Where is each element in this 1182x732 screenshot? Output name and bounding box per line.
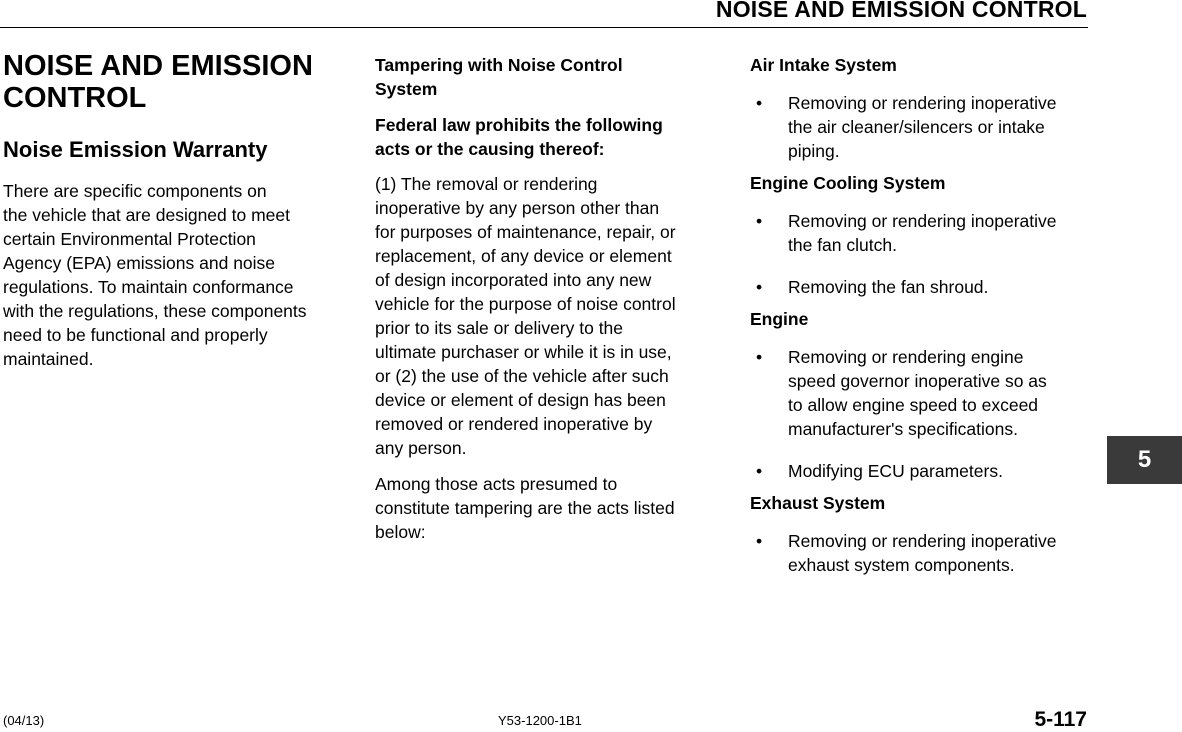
heading-air-intake-system: Air Intake System: [750, 55, 897, 75]
text-line: maintained.: [3, 349, 94, 369]
main-title-line-1: NOISE AND EMISSION: [3, 50, 313, 82]
bullet-icon: •: [756, 347, 763, 367]
text-line: or (2) the use of the vehicle after such: [375, 366, 669, 386]
page-header-title: NOISE AND EMISSION CONTROL: [715, 0, 1087, 22]
text-line: need to be functional and properly: [3, 325, 268, 345]
text-line: the vehicle that are designed to meet: [3, 205, 290, 225]
text-line: Tampering with Noise Control: [375, 55, 623, 75]
text-line: Removing or rendering inoperative: [788, 211, 1057, 231]
text-line: certain Environmental Protection: [3, 229, 256, 249]
list-item: [750, 209, 1095, 257]
text-line: Removing or rendering inoperative: [788, 93, 1057, 113]
main-title-line-2: CONTROL: [3, 82, 147, 114]
heading-engine: Engine: [750, 309, 809, 329]
section-title-noise-warranty: Noise Emission Warranty: [3, 137, 268, 162]
text-line: regulations. To maintain conformance: [3, 277, 294, 297]
bullet-icon: •: [756, 277, 763, 297]
bullet-icon: •: [756, 211, 763, 231]
text-line: (1) The removal or rendering: [375, 174, 598, 194]
column-3: [750, 50, 1095, 577]
text-line: for purposes of maintenance, repair, or: [375, 222, 676, 242]
column-2: [375, 50, 715, 544]
column-1: [3, 50, 343, 371]
text-line: removed or rendered inoperative by: [375, 414, 653, 434]
presumed-tampering-paragraph: [375, 472, 715, 544]
text-line: Agency (EPA) emissions and noise: [3, 253, 276, 273]
tampering-heading: [375, 53, 715, 101]
warranty-paragraph: [3, 179, 343, 371]
text-line: manufacturer's specifications.: [788, 419, 1018, 439]
list-item: [750, 91, 1095, 163]
prohibited-acts-paragraph: [375, 172, 715, 460]
text-line: device or element of design has been: [375, 390, 666, 410]
text-line: ultimate purchaser or while it is in use,: [375, 342, 672, 362]
text-line: prior to its sale or delivery to the: [375, 318, 624, 338]
text-line: with the regulations, these components: [3, 301, 307, 321]
list-item: [750, 345, 1095, 441]
text-line: the air cleaner/silencers or intake: [788, 117, 1045, 137]
header-rule: [0, 27, 1088, 28]
text-line: constitute tampering are the acts listed: [375, 498, 675, 518]
list-item: [750, 529, 1095, 577]
text-line: below:: [375, 522, 426, 542]
list-item: [750, 459, 1095, 483]
text-line: any person.: [375, 438, 467, 458]
chapter-tab: [1107, 436, 1182, 484]
bullet-icon: •: [756, 93, 763, 113]
text-line: speed governor inoperative so as: [788, 371, 1047, 391]
heading-engine-cooling-system: Engine Cooling System: [750, 173, 946, 193]
text-line: Among those acts presumed to: [375, 474, 618, 494]
footer-page-number: 5-117: [1034, 708, 1087, 731]
text-line: Removing the fan shroud.: [788, 277, 989, 297]
chapter-tab-label: 5: [1137, 446, 1152, 473]
text-line: Federal law prohibits the following: [375, 115, 663, 135]
footer-date: (04/13): [3, 713, 45, 728]
text-line: There are specific components on: [3, 181, 267, 201]
text-line: piping.: [788, 141, 840, 161]
text-line: acts or the causing thereof:: [375, 139, 605, 159]
heading-exhaust-system: Exhaust System: [750, 493, 886, 513]
text-line: vehicle for the purpose of noise control: [375, 294, 676, 314]
text-line: inoperative by any person other than: [375, 198, 660, 218]
text-line: exhaust system components.: [788, 555, 1015, 575]
main-title: [3, 50, 343, 114]
list-item: [750, 275, 1095, 299]
federal-law-statement: [375, 113, 715, 161]
footer-doc-code: Y53-1200-1B1: [498, 713, 582, 728]
text-line: Removing or rendering engine: [788, 347, 1024, 367]
text-line: the fan clutch.: [788, 235, 897, 255]
bullet-icon: •: [756, 461, 763, 481]
text-line: of design incorporated into any new: [375, 270, 652, 290]
text-line: to allow engine speed to exceed: [788, 395, 1039, 415]
text-line: replacement, of any device or element: [375, 246, 672, 266]
text-line: System: [375, 79, 438, 99]
text-line: Modifying ECU parameters.: [788, 461, 1003, 481]
text-line: Removing or rendering inoperative: [788, 531, 1057, 551]
bullet-icon: •: [756, 531, 763, 551]
